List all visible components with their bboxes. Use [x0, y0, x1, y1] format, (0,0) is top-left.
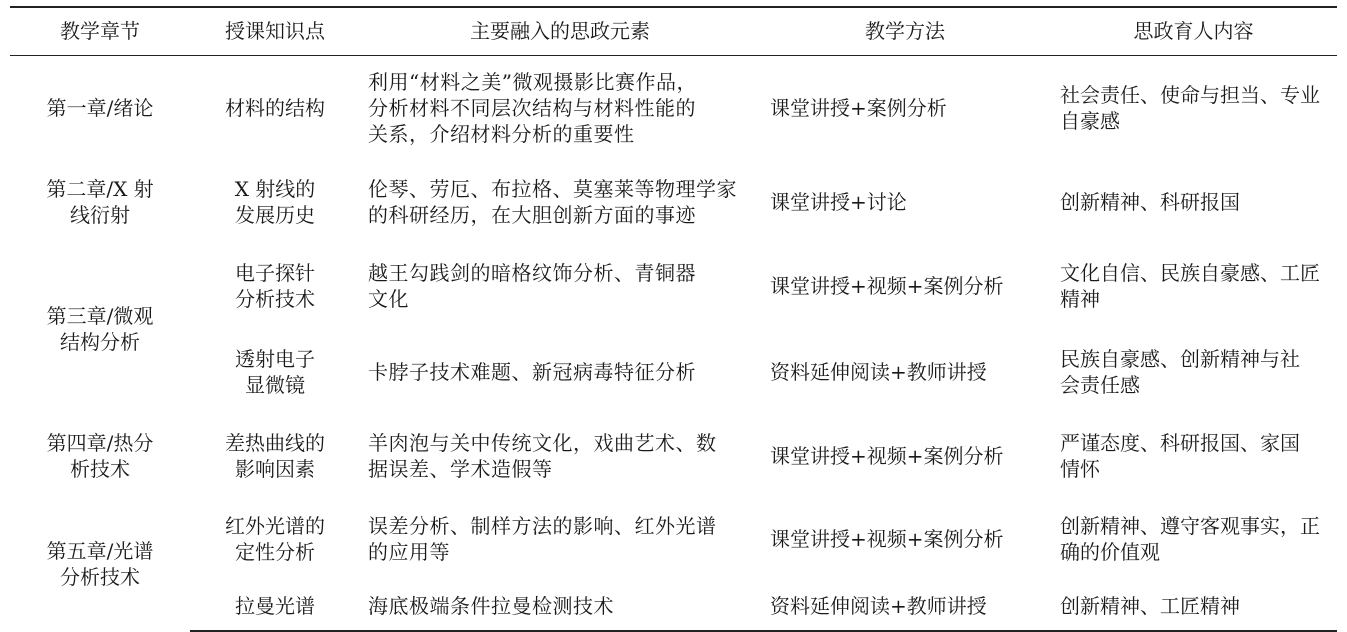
cell-method	[760, 243, 1050, 329]
content-text: 创新精神、工匠精神	[1060, 593, 1240, 618]
content-text: 社会责任、使命与担当、专业 自豪感	[1060, 83, 1320, 134]
chapter-text: 第二章/X 射 线衍射	[46, 177, 154, 227]
cell-content	[1050, 243, 1337, 329]
cell-chapter	[10, 497, 190, 631]
content-text: 创新精神、遵守客观事实，正 确的价值观	[1060, 514, 1320, 564]
content-text: 民族自豪感、创新精神与社 会责任感	[1060, 347, 1300, 397]
method-text: 课堂讲授+案例分析	[770, 96, 947, 121]
element-text: 羊肉泡与关中传统文化，戏曲艺术、数 据误差、学术造假等	[368, 431, 717, 481]
cell-chapter	[10, 243, 190, 415]
cell-method	[760, 415, 1050, 497]
topic-text: 电子探针 分析技术	[235, 261, 315, 311]
cell-method	[760, 161, 1050, 243]
cell-element	[360, 497, 760, 581]
header-method: 教学方法	[760, 7, 1050, 55]
curriculum-table	[10, 6, 1337, 632]
header-row	[10, 7, 1337, 55]
cell-topic	[190, 55, 360, 161]
content-text: 文化自信、民族自豪感、工匠 精神	[1060, 261, 1320, 311]
chapter-text: 第三章/微观 结构分析	[46, 304, 154, 354]
cell-method	[760, 55, 1050, 161]
cell-content	[1050, 497, 1337, 581]
method-text: 课堂讲授+视频+案例分析	[770, 274, 1004, 298]
cell-topic	[190, 161, 360, 243]
chapter-text: 第四章/热分 析技术	[46, 431, 154, 481]
table-body	[10, 55, 1337, 631]
method-text: 资料延伸阅读+教师讲授	[770, 593, 987, 618]
table-row	[10, 161, 1337, 243]
header-chapter: 教学章节	[10, 7, 190, 55]
chapter-text: 第一章/绪论	[46, 96, 154, 121]
method-text: 课堂讲授+视频+案例分析	[770, 527, 1004, 551]
chapter-text: 第五章/光谱 分析技术	[46, 539, 154, 589]
table-row	[10, 329, 1337, 415]
cell-element	[360, 581, 760, 631]
method-text: 课堂讲授+视频+案例分析	[770, 444, 1004, 468]
content-text: 创新精神、科研报国	[1060, 190, 1240, 214]
element-text: 误差分析、制样方法的影响、红外光谱 的应用等	[368, 514, 717, 564]
table-row	[10, 497, 1337, 581]
cell-element	[360, 161, 760, 243]
topic-text: 差热曲线的 影响因素	[225, 431, 325, 481]
topic-text: 材料的结构	[225, 96, 325, 121]
cell-chapter	[10, 55, 190, 161]
table-row	[10, 243, 1337, 329]
cell-element	[360, 329, 760, 415]
cell-content	[1050, 55, 1337, 161]
element-text: 伦琴、劳厄、布拉格、莫塞莱等物理学家 的科研经历，在大胆创新方面的事迹	[368, 177, 737, 227]
header-element: 主要融入的思政元素	[360, 7, 760, 55]
content-text: 严谨态度、科研报国、家国 情怀	[1060, 431, 1300, 481]
cell-topic	[190, 329, 360, 415]
topic-text: X 射线的 发展历史	[234, 177, 316, 227]
element-text: 利用“材料之美”微观摄影比赛作品， 分析材料不同层次结构与材料性能的 关系，介绍材料分析的重要性	[368, 70, 697, 147]
cell-topic	[190, 243, 360, 329]
table-header	[10, 7, 1337, 55]
cell-topic	[190, 415, 360, 497]
cell-method	[760, 497, 1050, 581]
header-topic: 授课知识点	[190, 7, 360, 55]
topic-text: 拉曼光谱	[235, 593, 315, 618]
method-text: 资料延伸阅读+教师讲授	[770, 360, 987, 384]
cell-element	[360, 243, 760, 329]
cell-content	[1050, 415, 1337, 497]
method-text: 课堂讲授+讨论	[770, 190, 907, 214]
cell-content	[1050, 161, 1337, 243]
cell-chapter	[10, 415, 190, 497]
table-row	[10, 55, 1337, 161]
element-text: 卡脖子技术难题、新冠病毒特征分析	[368, 360, 696, 384]
table-row	[10, 415, 1337, 497]
cell-element	[360, 415, 760, 497]
cell-chapter	[10, 161, 190, 243]
cell-element	[360, 55, 760, 161]
element-text: 越王勾践剑的暗格纹饰分析、青铜器 文化	[368, 261, 696, 311]
cell-topic	[190, 581, 360, 631]
topic-text: 透射电子 显微镜	[235, 347, 315, 397]
cell-method	[760, 581, 1050, 631]
table-row	[10, 581, 1337, 631]
element-text: 海底极端条件拉曼检测技术	[368, 593, 614, 618]
cell-content	[1050, 329, 1337, 415]
topic-text: 红外光谱的 定性分析	[225, 514, 325, 564]
cell-content	[1050, 581, 1337, 631]
header-content: 思政育人内容	[1050, 7, 1337, 55]
cell-topic	[190, 497, 360, 581]
cell-method	[760, 329, 1050, 415]
